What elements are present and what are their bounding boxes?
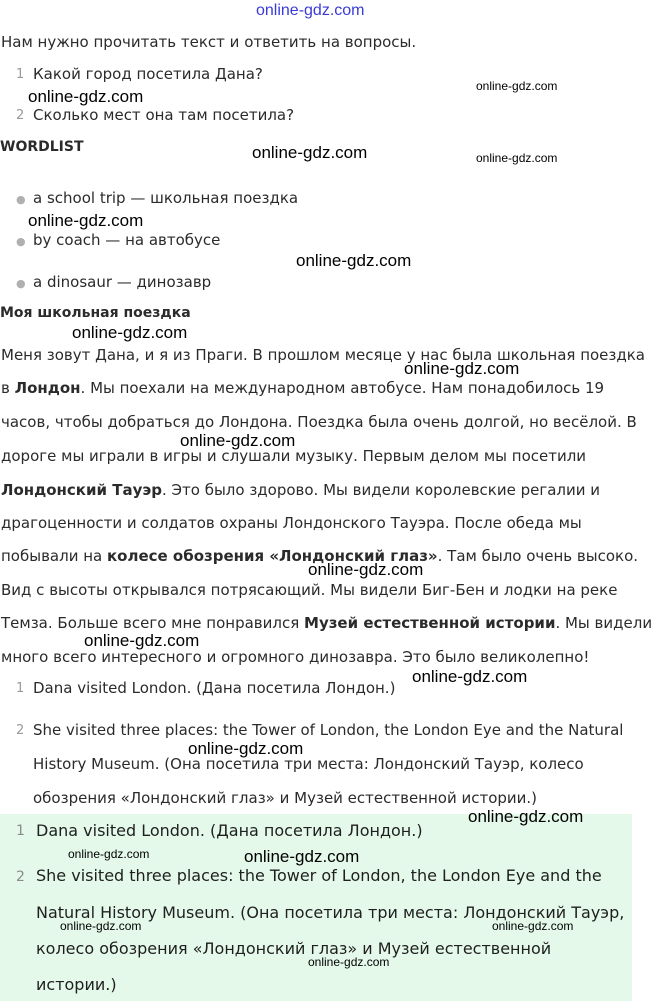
watermark: online-gdz.com [492,919,574,933]
watermark: online-gdz.com [180,431,296,450]
watermark: online-gdz.com [412,667,528,686]
watermark: online-gdz.com [476,151,558,165]
final-answer-line: She visited three places: the Tower of London, the London Eye and the [36,866,602,885]
final-answer-line: колесо обозрения «Лондонский глаз» и Музей естественной [36,939,552,958]
watermark-top: online-gdz.com [256,2,365,19]
watermark: online-gdz.com [28,87,144,106]
bullet-icon: ● [16,193,26,206]
answer-line: History Museum. (Она посетила три места: Лондонский Тауэр, колесо [33,755,584,773]
question-number: 2 [16,108,25,123]
answer-line: Dana visited London. (Дана посетила Лондон.) [33,679,396,697]
wordlist-item: a school trip — школьная поездка [33,189,299,207]
watermark: online-gdz.com [68,847,150,861]
story-line: побывали на колесе обозрения «Лондонский глаз». Там было очень высоко. [1,547,639,565]
story-line: много всего интересного и огромного динозавра. Это было великолепно! [1,648,590,666]
watermark: online-gdz.com [404,359,520,378]
answer-line: обозрения «Лондонский глаз» и Музей естественной истории.) [33,789,538,807]
story-line: Вид с высоты открывался потрясающий. Мы видели Биг-Бен и лодки на реке [1,581,618,599]
story-title: Моя школьная поездка [0,305,191,321]
watermark: online-gdz.com [84,631,200,650]
watermark: online-gdz.com [244,847,360,866]
wordlist-item: by coach — на автобусе [33,231,221,249]
intro-text: Нам нужно прочитать текст и ответить на вопросы. [1,33,417,51]
watermark: online-gdz.com [28,211,144,230]
story-line: Меня зовут Дана, и я из Праги. В прошлом месяце у нас была школьная поездка [1,346,646,364]
answer-line: She visited three places: the Tower of London, the London Eye and the Natural [33,721,624,739]
question-number: 1 [16,67,25,82]
final-answer-line: истории.) [36,975,117,994]
bullet-icon: ● [16,235,26,248]
wordlist-title: WORDLIST [0,139,84,155]
story-line: Темза. Больше всего мне понравился Музей естественной истории. Мы видели [1,614,652,632]
final-answer-number: 2 [16,869,25,885]
story-line: драгоценности и солдатов охраны Лондонского Тауэра. После обеда мы [1,514,582,532]
bullet-icon: ● [16,277,26,290]
final-answer-number: 1 [16,823,25,839]
watermark: online-gdz.com [468,807,584,826]
answer-number: 2 [16,723,25,738]
wordlist-item: a dinosaur — динозавр [33,273,212,291]
final-answer-line: Dana visited London. (Дана посетила Лондон.) [36,821,423,840]
story-line: дороге мы играли в игры и слушали музыку. Первым делом мы посетили [1,447,587,465]
watermark: online-gdz.com [296,251,412,270]
question-text: Какой город посетила Дана? [33,65,263,83]
final-answer-line: Natural History Museum. (Она посетила три места: Лондонский Тауэр, [36,903,625,922]
answer-number: 1 [16,681,25,696]
watermark: online-gdz.com [60,919,142,933]
story-line: Лондонский Тауэр. Это было здорово. Мы видели королевские регалии и [1,481,601,499]
watermark: online-gdz.com [308,560,424,579]
question-text: Сколько мест она там посетила? [33,106,295,124]
watermark: online-gdz.com [188,739,304,758]
watermark: online-gdz.com [308,955,390,969]
watermark: online-gdz.com [72,323,188,342]
story-line: часов, чтобы добраться до Лондона. Поездка была очень долгой, но весёлой. В [1,413,637,431]
watermark: online-gdz.com [476,79,558,93]
story-line: в Лондон. Мы поехали на международном автобусе. Нам понадобилось 19 [1,379,605,397]
watermark: online-gdz.com [252,143,368,162]
